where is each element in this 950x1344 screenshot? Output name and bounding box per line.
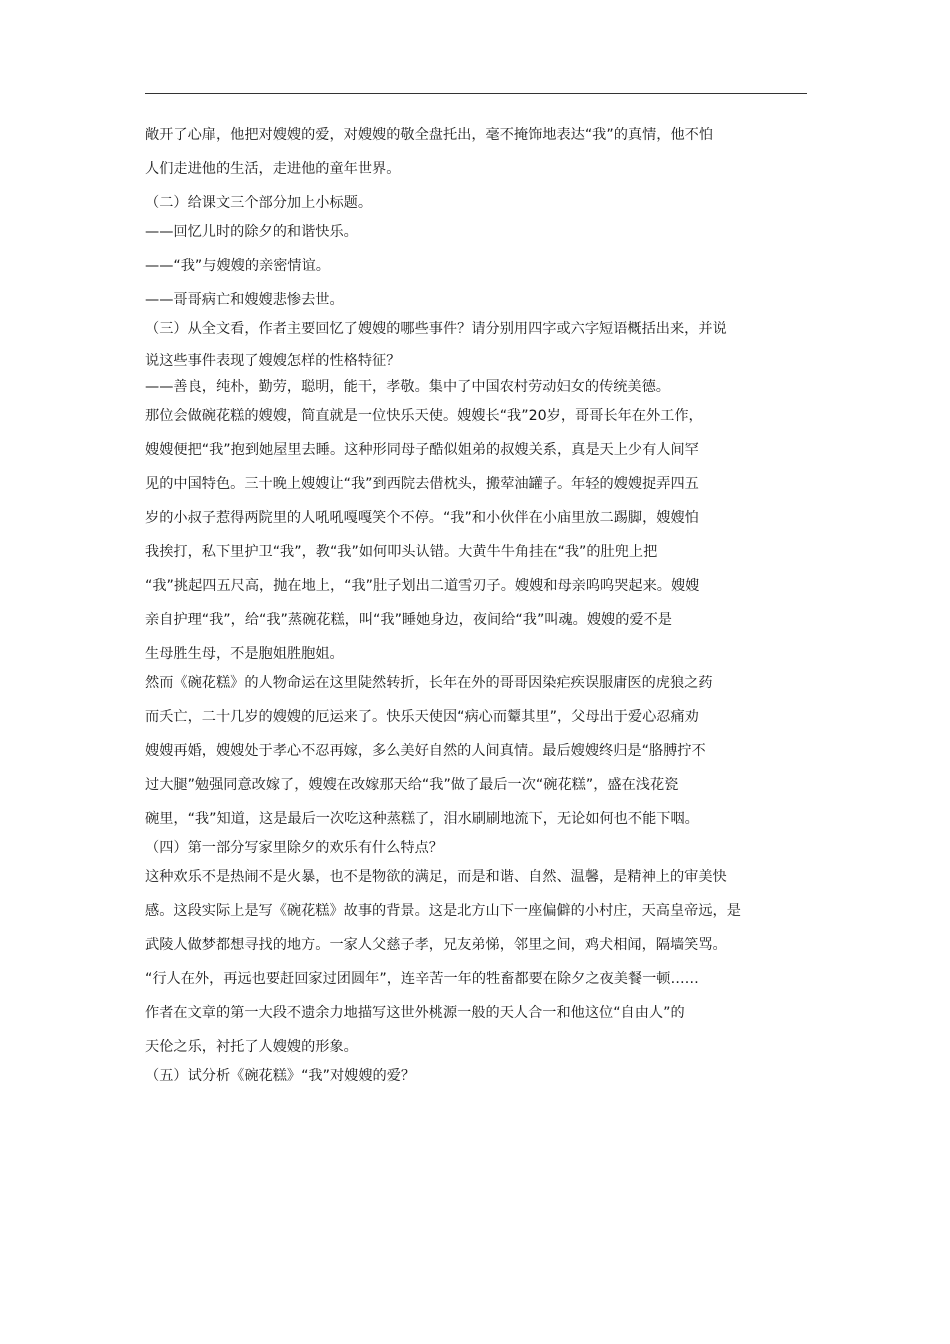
- answer-line: ——哥哥病亡和嫂嫂悲惨去世。: [145, 292, 344, 308]
- answer-line: ——“我”与嫂嫂的亲密情谊。: [145, 258, 330, 274]
- answer-line: ——善良，纯朴，勤劳，聪明，能干，孝敬。集中了中国农村劳动妇女的传统美德。: [145, 379, 670, 395]
- question-heading: 说这些事件表现了嫂嫂怎样的性格特征？: [145, 353, 401, 369]
- text-line: 感。这段实际上是写《碗花糕》故事的背景。这是北方山下一座偏僻的小村庄，天高皇帝远，是: [145, 903, 741, 919]
- text-line: 亲自护理“我”，给“我”蒸碗花糕，叫“我”睡她身边，夜间给“我”叫魂。嫂嫂的爱不是: [145, 612, 672, 628]
- answer-line: ——回忆儿时的除夕的和谐快乐。: [145, 224, 358, 240]
- text-line: 嫂嫂再婚，嫂嫂处于孝心不忍再嫁，多么美好自然的人间真情。最后嫂嫂终归是“胳膊拧不: [145, 743, 706, 759]
- text-line: “行人在外，再远也要赶回家过团圆年”，连辛苦一年的牲畜都要在除夕之夜美餐一顿……: [145, 971, 699, 987]
- question-heading: （三）从全文看，作者主要回忆了嫂嫂的哪些事件？请分别用四字或六字短语概括出来，并说: [145, 321, 727, 337]
- text-line: 碗里，“我”知道，这是最后一次吃这种蒸糕了，泪水刷刷地流下，无论如何也不能下咽。: [145, 811, 699, 827]
- question-heading: （二）给课文三个部分加上小标题。: [145, 195, 373, 211]
- text-line: 作者在文章的第一大段不遗余力地描写这世外桃源一般的天人合一和他这位“自由人”的: [145, 1005, 685, 1021]
- text-line: 过大腿”勉强同意改嫁了，嫂嫂在改嫁那天给“我”做了最后一次“碗花糕”，盛在浅花瓷: [145, 777, 679, 793]
- text-line: 嫂嫂便把“我”抱到她屋里去睡。这种形同母子酷似姐弟的叔嫂关系，真是天上少有人间罕: [145, 442, 699, 458]
- question-heading: （五）试分析《碗花糕》“我”对嫂嫂的爱？: [145, 1068, 416, 1084]
- header-rule: [145, 93, 807, 94]
- text-line: 敞开了心扉，他把对嫂嫂的爱，对嫂嫂的敬全盘托出，毫不掩饰地表达“我”的真情，他不怕: [145, 127, 714, 143]
- document-body: [145, 122, 807, 1097]
- text-line: 生母胜生母，不是胞姐胜胞姐。: [145, 646, 344, 662]
- text-line: 武陵人做梦都想寻找的地方。一家人父慈子孝，兄友弟悌，邻里之间，鸡犬相闻，隔墙笑骂。: [145, 937, 727, 953]
- text-line: 而夭亡，二十几岁的嫂嫂的厄运来了。快乐天使因“病心而颦其里”，父母出于爱心忍痛劝: [145, 709, 699, 725]
- text-line: “我”挑起四五尺高，抛在地上，“我”肚子划出二道雪刃子。嫂嫂和母亲呜呜哭起来。嫂嫂: [145, 578, 700, 594]
- text-line: 天伦之乐，衬托了人嫂嫂的形象。: [145, 1039, 358, 1055]
- text-line: 见的中国特色。三十晚上嫂嫂让“我”到西院去借枕头，搬荤油罐子。年轻的嫂嫂捉弄四五: [145, 476, 699, 492]
- text-line: 那位会做碗花糕的嫂嫂，简直就是一位快乐天使。嫂嫂长“我”20岁，哥哥长年在外工作，: [145, 408, 703, 424]
- text-line: 我挨打，私下里护卫“我”，教“我”如何叩头认错。大黄牛牛角挂在“我”的肚兜上把: [145, 544, 658, 560]
- question-heading: （四）第一部分写家里除夕的欢乐有什么特点？: [145, 840, 443, 856]
- text-line: 这种欢乐不是热闹不是火暴，也不是物欲的满足，而是和谐、自然、温馨，是精神上的审美快: [145, 869, 727, 885]
- text-line: 人们走进他的生活，走进他的童年世界。: [145, 161, 401, 177]
- text-line: 然而《碗花糕》的人物命运在这里陡然转折，长年在外的哥哥因染疟疾误服庸医的虎狼之药: [145, 675, 713, 691]
- text-line: 岁的小叔子惹得两院里的人吼吼嘎嘎笑个不停。“我”和小伙伴在小庙里放二踢脚，嫂嫂怕: [145, 510, 699, 526]
